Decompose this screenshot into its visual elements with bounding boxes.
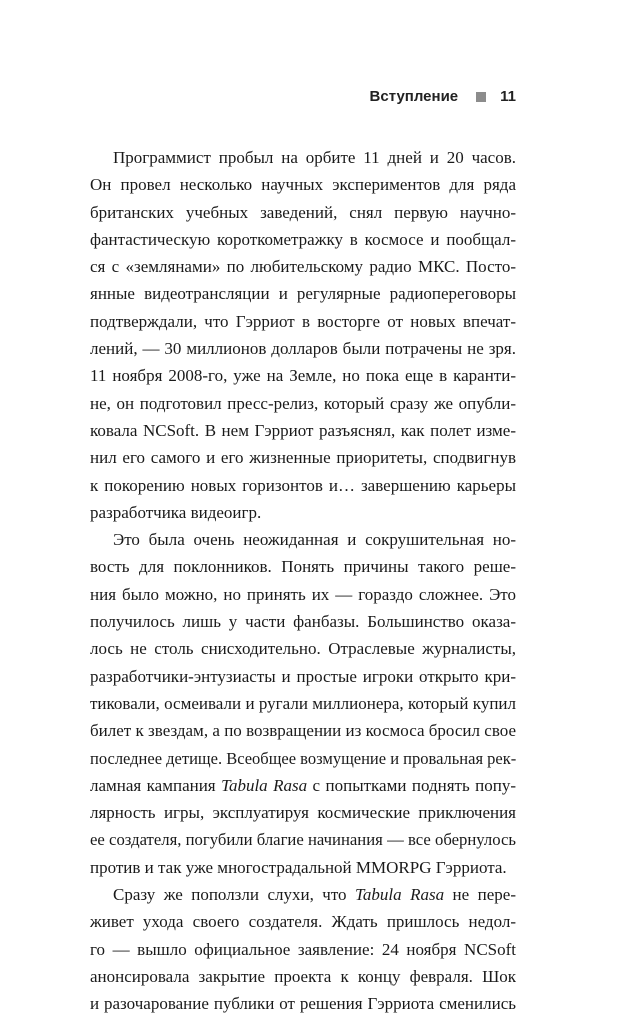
- paragraph: [90, 881, 516, 1017]
- text-line: лений, — 30 миллионов долларов были потрачены не зря.: [90, 339, 516, 359]
- text-line: го — вышло официальное заявление: 24 ноября NCSoft: [90, 939, 516, 959]
- text-line: к покорению новых горизонтов и… завершению карьеры: [90, 475, 516, 495]
- text-line: тиковали, осмеивали и ругали миллионера, который купил: [90, 693, 516, 713]
- text-line: 11 ноября 2008-го, уже на Земле, но пока еще в каранти-: [90, 366, 516, 386]
- text-line: не, он подготовил пресс-релиз, который сразу же опубли-: [90, 393, 516, 413]
- text-line: ламная кампания Tabula Rasa с попытками поднять попу-: [90, 775, 516, 795]
- text-line: ковала NCSoft. В нем Гэрриот разъяснял, как полет измe-: [90, 420, 516, 440]
- text-line: разработчики-энтузиасты и простые игроки открыто кри-: [90, 666, 516, 686]
- text-line: живет ухода своего создателя. Ждать пришлось недол-: [90, 912, 516, 932]
- text-line: против и так уже многострадальной MMORPG Гэрриота.: [90, 857, 507, 877]
- page-number: 11: [500, 88, 516, 105]
- text-line: билет к звездам, а по возвращении из космоса бросил свое: [90, 721, 516, 741]
- text-line: фантастическую короткометражку в космосе и пообщал-: [90, 229, 516, 249]
- text-line: британских учебных заведений, снял первую научно-: [90, 202, 516, 222]
- paragraph: [90, 144, 516, 526]
- text-line: анонсировала закрытие проекта к концу февраля. Шок: [90, 966, 516, 986]
- text-line: Программист пробыл на орбите 11 дней и 20 часов.: [113, 148, 516, 167]
- text-line: лярность игры, эксплуатируя космические приключения: [90, 803, 516, 823]
- text-line: Это была очень неожиданная и сокрушительная но-: [113, 530, 516, 550]
- text-line: вость для поклонников. Понять причины такого реше-: [90, 557, 516, 577]
- text-line: и разочарование публики от решения Гэрриота сменились: [90, 994, 516, 1014]
- emphasized-title: Tabula Rasa: [355, 885, 445, 905]
- text-line: янные видеотрансляции и регулярные радиопереговоры: [90, 284, 516, 304]
- text-line: ее создателя, погубили благие начинания — все обернулось: [90, 830, 516, 850]
- text-line: разработчика видеоигр.: [90, 502, 262, 522]
- body-text: [90, 144, 516, 1018]
- text-line: получилось лишь у части фанбазы. Большинство оказа-: [90, 612, 516, 632]
- text-line: подтверждали, что Гэрриот в восторге от новых впечат-: [90, 311, 516, 331]
- running-head: [370, 88, 516, 105]
- text-line: ся с «землянами» по любительскому радио МКС. Посто-: [90, 257, 516, 277]
- text-line: нил его самого и его жизненные приоритеты, сподвигнув: [90, 448, 516, 468]
- text-line: Сразу же поползли слухи, что Tabula Rasa не пере-: [113, 885, 516, 905]
- text-line: ния было можно, но принять их — гораздо сложнее. Это: [90, 584, 516, 604]
- paragraph: [90, 526, 516, 881]
- section-title: Вступление: [369, 88, 459, 105]
- text-line: последнее детище. Всеобщее возмущение и провальная рек-: [90, 748, 517, 768]
- text-line: Он провел несколько научных экспериментов для ряда: [90, 175, 516, 195]
- square-marker-icon: [476, 92, 486, 102]
- emphasized-title: Tabula Rasa: [221, 775, 308, 795]
- text-line: лось не столь снисходительно. Отраслевые журналисты,: [90, 639, 516, 659]
